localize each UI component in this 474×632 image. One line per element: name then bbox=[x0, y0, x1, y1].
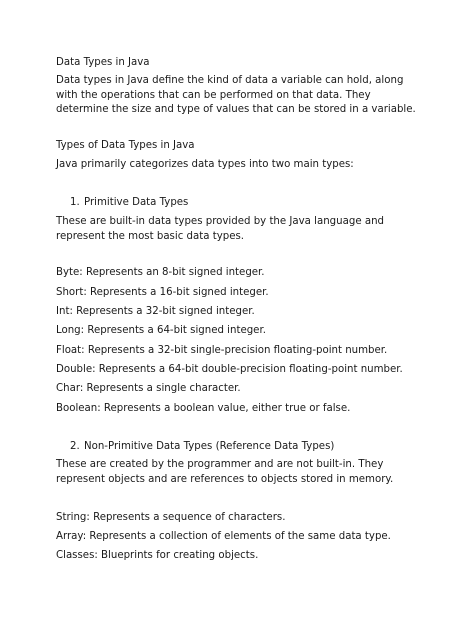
list-heading: Primitive Data Types bbox=[84, 197, 189, 208]
intro-paragraph: Data types in Java define the kind of data a variable can hold, along with the operations that can be performed on that data. They determine the size and type of values that can be stored in a variable. bbox=[56, 75, 416, 115]
primitive-item-byte: Byte: Represents an 8-bit signed integer. bbox=[56, 267, 265, 278]
non-primitive-item-string: String: Represents a sequence of characters. bbox=[56, 512, 286, 523]
non-primitive-item-array: Array: Represents a collection of elements of the same data type. bbox=[56, 531, 391, 542]
non-primitive-description: These are created by the programmer and are not built-in. They represent objects and are references to objects stored in memory. bbox=[56, 459, 394, 485]
list-item-primitive bbox=[70, 195, 188, 210]
primitive-item-boolean: Boolean: Represents a boolean value, either true or false. bbox=[56, 403, 351, 414]
primitive-item-char: Char: Represents a single character. bbox=[56, 383, 241, 394]
section-heading: Types of Data Types in Java bbox=[56, 140, 195, 151]
non-primitive-item-classes: Classes: Blueprints for creating objects. bbox=[56, 550, 259, 561]
list-number: 2. bbox=[70, 441, 80, 452]
primitive-item-long: Long: Represents a 64-bit signed integer. bbox=[56, 325, 266, 336]
section-intro: Java primarily categorizes data types into two main types: bbox=[56, 159, 354, 170]
list-heading: Non-Primitive Data Types (Reference Data Types) bbox=[84, 441, 335, 452]
primitive-item-double: Double: Represents a 64-bit double-precision floating-point number. bbox=[56, 364, 403, 375]
document-title: Data Types in Java bbox=[56, 57, 150, 68]
primitive-item-short: Short: Represents a 16-bit signed integer. bbox=[56, 287, 269, 298]
list-number: 1. bbox=[70, 197, 80, 208]
primitive-item-float: Float: Represents a 32-bit single-precision floating-point number. bbox=[56, 345, 388, 356]
list-item-non-primitive bbox=[70, 439, 334, 454]
primitive-item-int: Int: Represents a 32-bit signed integer. bbox=[56, 306, 255, 317]
primitive-description: These are built-in data types provided by the Java language and represent the most basic data types. bbox=[56, 216, 384, 242]
